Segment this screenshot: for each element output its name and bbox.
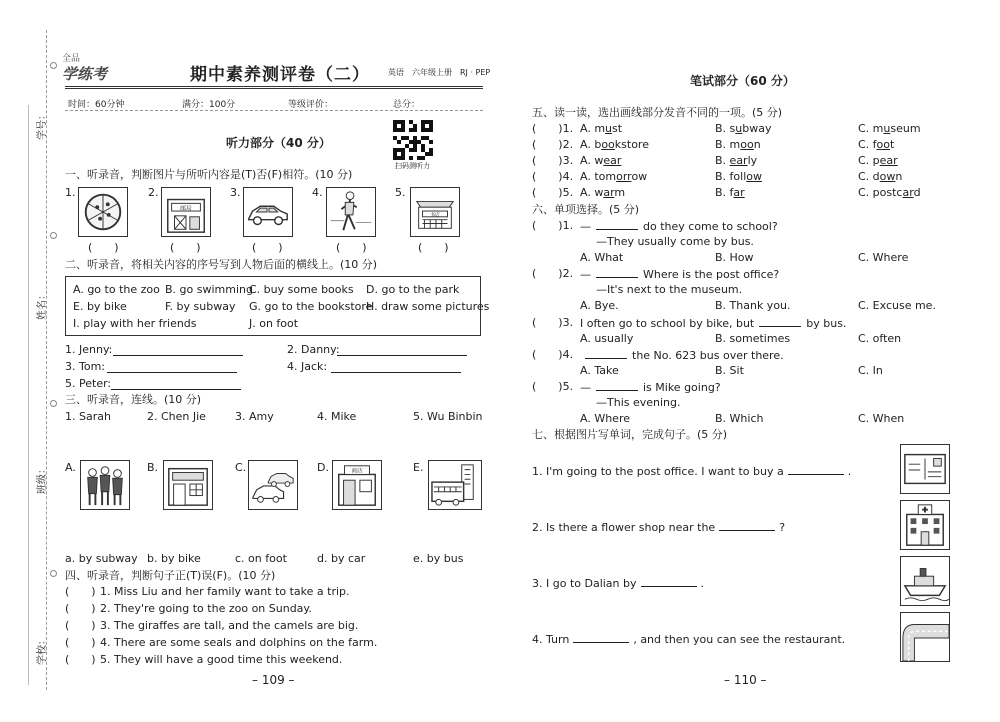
shop-sign-icon[interactable] xyxy=(332,460,382,510)
s5-option-c xyxy=(858,170,902,184)
answer-paren[interactable]: ( )2. xyxy=(532,267,574,280)
s6-question xyxy=(580,267,779,282)
answer-blank[interactable] xyxy=(585,348,627,359)
s3-name[interactable]: 3. Amy xyxy=(235,410,274,423)
s6-question-text: — xyxy=(580,220,591,233)
answer-paren[interactable]: ( )5. xyxy=(532,380,574,393)
s6-question-text: Where is the post office? xyxy=(643,268,780,281)
svg-text:书店: 书店 xyxy=(430,212,440,218)
s7-sentence xyxy=(532,464,851,479)
brand-logo: 全品 学练考 xyxy=(62,54,108,83)
section-6-title: 六、单项选择。(5 分) xyxy=(532,203,640,216)
answer-blank[interactable] xyxy=(788,464,844,475)
option-d: D. go to the park xyxy=(366,283,460,296)
s1-item-number: 3. xyxy=(230,186,241,199)
section-7-title: 七、根据图片写单词，完成句子。(5 分) xyxy=(532,428,728,441)
answer-paren[interactable]: ( )1. xyxy=(532,219,574,232)
option-b: B. go swimming xyxy=(165,283,253,296)
person-label: 4. Jack: xyxy=(287,360,328,373)
s3-letter: D. xyxy=(317,461,329,474)
margin-label-student-id: 学号： xyxy=(37,110,48,140)
shop-sign-text: 商店 xyxy=(351,468,363,475)
s5-option-text: kstore xyxy=(614,138,649,151)
s5-underlined-letters: oo xyxy=(601,138,615,151)
answer-line[interactable] xyxy=(111,389,241,390)
s5-option-text: st xyxy=(612,122,623,135)
answer-blank[interactable] xyxy=(641,576,697,587)
s5-option-text: m xyxy=(614,186,626,199)
s5-underlined-letters: ear xyxy=(603,154,622,167)
s5-option-text: C. d xyxy=(858,170,880,183)
answer-paren[interactable]: ( )2. xyxy=(532,138,574,151)
s5-option-text: n xyxy=(895,170,903,183)
s5-option-text: bway xyxy=(742,122,772,135)
s6-option[interactable]: C. Where xyxy=(858,251,909,264)
answer-paren[interactable]: ( )4. xyxy=(532,170,574,183)
s5-option-text: B. m xyxy=(715,138,741,151)
person-label: 3. Tom: xyxy=(65,360,105,373)
s7-sentence xyxy=(532,632,845,647)
answer-paren[interactable]: ( )3. xyxy=(532,316,574,329)
section-1-title: 一、听录音，判断图片与所听内容是(T)否(F)相符。(10 分) xyxy=(65,168,353,181)
s7-sentence xyxy=(532,576,704,591)
s7-sentence-text: . xyxy=(847,465,852,478)
page-110 xyxy=(500,0,1000,722)
s3-name[interactable]: 4. Mike xyxy=(317,410,357,423)
answer-line[interactable] xyxy=(337,355,467,356)
answer-blank[interactable] xyxy=(573,632,629,643)
option-e: E. by bike xyxy=(73,300,127,313)
answer-line[interactable] xyxy=(107,372,237,373)
option-i: I. play with her friends xyxy=(73,317,197,330)
s5-option-text: B. s xyxy=(715,122,736,135)
s6-option[interactable]: B. Which xyxy=(715,412,764,425)
full-score-info: 满分：100分 xyxy=(182,100,236,110)
s5-underlined-letters: oo xyxy=(740,138,754,151)
s5-underlined-letters: u xyxy=(883,122,891,135)
time-info: 时间：60分钟 xyxy=(68,100,125,110)
s5-option-text: B. f xyxy=(715,186,734,199)
s6-option[interactable]: A. usually xyxy=(580,332,634,345)
margin-label-school: 学校： xyxy=(37,635,48,665)
cars-icon[interactable] xyxy=(248,460,298,510)
listening-header: 听力部分（40 分） xyxy=(226,136,331,150)
s6-question xyxy=(580,380,721,395)
s6-option[interactable]: B. Sit xyxy=(715,364,744,377)
answer-paren[interactable]: ( )4. xyxy=(532,348,574,361)
s6-option[interactable]: C. Excuse me. xyxy=(858,299,936,312)
s3-name[interactable]: 2. Chen Jie xyxy=(147,410,206,423)
person-label: 5. Peter: xyxy=(65,377,112,390)
s6-option[interactable]: A. Bye. xyxy=(580,299,619,312)
page-number: – 109 – xyxy=(252,673,295,687)
s6-question-text: the No. 623 bus over there. xyxy=(632,349,784,362)
s5-underlined-letters: ear xyxy=(729,154,748,167)
s6-question-text: by bus. xyxy=(806,317,847,330)
s5-option-c xyxy=(858,138,894,152)
s5-option-b xyxy=(715,186,745,200)
margin-label-name: 姓名： xyxy=(37,290,48,320)
s5-option-text: ow xyxy=(631,170,648,183)
s6-question xyxy=(580,316,846,331)
answer-paren[interactable]: ( ) xyxy=(336,241,367,254)
s3-way[interactable]: a. by subway xyxy=(65,552,138,565)
s5-option-a xyxy=(580,122,622,136)
s5-underlined-letters: ow xyxy=(746,170,762,183)
qr-caption: 扫码测听力 xyxy=(395,162,430,170)
s1-item-number: 4. xyxy=(312,186,323,199)
section-4-title: 四、听录音，判断句子正(T)误(F)。(10 分) xyxy=(65,569,276,582)
s6-response: —It's next to the museum. xyxy=(596,283,743,296)
s5-option-text: C. f xyxy=(858,138,877,151)
answer-blank[interactable] xyxy=(596,219,638,230)
s1-item-number: 2. xyxy=(148,186,159,199)
binding-hole xyxy=(50,570,57,577)
s7-sentence-text: 2. Is there a flower shop near the xyxy=(532,521,716,534)
s5-option-text: C. m xyxy=(858,122,884,135)
option-h: H. draw some pictures xyxy=(366,300,490,313)
s5-option-a xyxy=(580,186,625,200)
s6-option[interactable]: C. When xyxy=(858,412,905,425)
hospital-icon xyxy=(900,500,950,550)
svg-text:邮局: 邮局 xyxy=(180,206,192,213)
woman-walking-icon xyxy=(326,187,376,237)
answer-paren[interactable]: ( ) xyxy=(65,619,96,632)
answer-paren[interactable]: ( ) xyxy=(88,241,119,254)
s5-option-text: C. p xyxy=(858,154,880,167)
option-a: A. go to the zoo xyxy=(73,283,160,296)
answer-paren[interactable]: ( ) xyxy=(252,241,283,254)
option-j: J. on foot xyxy=(249,317,299,330)
s5-option-text: A. tom xyxy=(580,170,617,183)
binding-hole xyxy=(50,400,57,407)
answer-blank[interactable] xyxy=(596,267,638,278)
answer-blank[interactable] xyxy=(759,316,801,327)
s5-option-text: A. w xyxy=(580,154,604,167)
option-f: F. by subway xyxy=(165,300,236,313)
page-title: 期中素养测评卷（二） xyxy=(190,65,370,85)
s6-option[interactable]: C. In xyxy=(858,364,883,377)
s5-underlined-letters: oo xyxy=(876,138,891,151)
s5-option-b xyxy=(715,154,757,168)
info-divider xyxy=(65,110,483,111)
qr-code-icon[interactable] xyxy=(393,120,433,160)
section-2-title: 二、听录音，将相关内容的序号写到人物后面的横线上。(10 分) xyxy=(65,258,378,271)
s3-way[interactable]: d. by car xyxy=(317,552,366,565)
total-info: 总分： xyxy=(393,100,421,110)
answer-paren[interactable]: ( )5. xyxy=(532,186,574,199)
s3-name[interactable]: 1. Sarah xyxy=(65,410,111,423)
title-rule xyxy=(65,88,483,89)
margin-label-class: 班级： xyxy=(37,464,48,494)
s3-way[interactable]: b. by bike xyxy=(147,552,201,565)
s5-underlined-letters: u xyxy=(735,122,743,135)
binding-hole xyxy=(50,232,57,239)
answer-paren[interactable]: ( ) xyxy=(65,585,96,598)
answer-blank[interactable] xyxy=(596,380,638,391)
s5-option-a xyxy=(580,154,621,168)
s6-question xyxy=(580,348,784,363)
s5-option-c xyxy=(858,122,921,136)
person-label: 2. Danny: xyxy=(287,343,340,356)
s6-question-text: — xyxy=(580,381,591,394)
answer-paren[interactable]: ( ) xyxy=(170,241,201,254)
s4-item: 2. They're going to the zoo on Sunday. xyxy=(100,602,312,615)
s3-letter: A. xyxy=(65,461,76,474)
ship-icon xyxy=(900,556,950,606)
answer-paren[interactable]: ( ) xyxy=(65,653,96,666)
answer-paren[interactable]: ( ) xyxy=(65,602,96,615)
bus-station-icon[interactable] xyxy=(428,460,482,510)
s7-sentence-text: 4. Turn xyxy=(532,633,570,646)
s5-option-c xyxy=(858,186,921,200)
s5-option-text: C. postc xyxy=(858,186,903,199)
s7-sentence xyxy=(532,520,785,535)
answer-paren[interactable]: ( )1. xyxy=(532,122,574,135)
subject-label: 英语 六年级上册 RJ · PEP xyxy=(388,68,491,77)
binding-rule xyxy=(28,105,29,685)
s5-option-text: ly xyxy=(747,154,758,167)
s5-option-text: seum xyxy=(890,122,921,135)
s6-option[interactable]: B. Thank you. xyxy=(715,299,791,312)
answer-paren[interactable]: ( )3. xyxy=(532,154,574,167)
s6-question-text: do they come to school? xyxy=(643,220,778,233)
s4-item: 1. Miss Liu and her family want to take a trip. xyxy=(100,585,350,598)
s7-sentence-text: 1. I'm going to the post office. I want to buy a xyxy=(532,465,784,478)
s5-option-text: A. w xyxy=(580,186,604,199)
bookshop-icon xyxy=(410,187,460,237)
store-icon[interactable] xyxy=(163,460,213,510)
person-label: 1. Jenny: xyxy=(65,343,113,356)
s5-underlined-letters: ow xyxy=(879,170,896,183)
s5-option-b xyxy=(715,170,762,184)
s5-option-b xyxy=(715,122,772,136)
s3-name[interactable]: 5. Wu Binbin xyxy=(413,410,483,423)
s4-item: 5. They will have a good time this weekend. xyxy=(100,653,343,666)
s5-underlined-letters: ar xyxy=(902,186,914,199)
page-number: – 110 – xyxy=(724,673,767,687)
s6-question-text: is Mike going? xyxy=(643,381,721,394)
s3-way[interactable]: c. on foot xyxy=(235,552,287,565)
s5-option-c xyxy=(858,154,898,168)
s6-question-text: I often go to school by bike, but xyxy=(580,317,755,330)
s5-option-b xyxy=(715,138,761,152)
s5-option-a xyxy=(580,170,647,184)
pizza-icon xyxy=(78,187,128,237)
answer-paren[interactable]: ( ) xyxy=(418,241,449,254)
grade-info: 等级评价： xyxy=(288,100,334,110)
answer-paren[interactable]: ( ) xyxy=(65,636,96,649)
s6-option[interactable]: B. sometimes xyxy=(715,332,791,345)
s5-option-text: B. foll xyxy=(715,170,747,183)
s3-letter: C. xyxy=(235,461,247,474)
answer-line[interactable] xyxy=(331,372,461,373)
s6-question-text: — xyxy=(580,268,591,281)
option-g: G. go to the bookstore xyxy=(249,300,373,313)
s7-sentence-text: ? xyxy=(779,521,786,534)
s5-underlined-letters: ar xyxy=(733,186,745,199)
car-icon xyxy=(243,187,293,237)
writing-header: 笔试部分（60 分） xyxy=(690,74,795,88)
s3-letter: E. xyxy=(413,461,424,474)
s5-underlined-letters: u xyxy=(605,122,613,135)
s4-item: 3. The giraffes are tall, and the camels are big. xyxy=(100,619,359,632)
s3-letter: B. xyxy=(147,461,159,474)
s7-sentence-text: 3. I go to Dalian by xyxy=(532,577,637,590)
s5-option-text: t xyxy=(890,138,895,151)
s6-question xyxy=(580,219,778,234)
s6-option[interactable]: A. Where xyxy=(580,412,630,425)
s6-option[interactable]: A. What xyxy=(580,251,624,264)
s6-response: —This evening. xyxy=(596,396,681,409)
s5-option-text: B. xyxy=(715,154,730,167)
s5-underlined-letters: ar xyxy=(603,186,615,199)
s6-option[interactable]: C. often xyxy=(858,332,902,345)
s1-item-number: 5. xyxy=(395,186,406,199)
section-5-title: 五、读一读，选出画线部分发音不同的一项。(5 分) xyxy=(532,106,783,119)
s7-sentence-text: , and then you can see the restaurant. xyxy=(633,633,846,646)
road-turn-icon xyxy=(900,612,950,662)
binding-hole xyxy=(50,62,57,69)
answer-line[interactable] xyxy=(113,355,243,356)
s7-sentence-text: . xyxy=(700,577,705,590)
section-3-title: 三、听录音，连线。(10 分) xyxy=(65,393,202,406)
option-c: C. buy some books xyxy=(249,283,354,296)
s5-option-a xyxy=(580,138,649,152)
title-rule xyxy=(65,86,483,87)
s5-option-text: A. m xyxy=(580,122,606,135)
s5-underlined-letters: ear xyxy=(879,154,898,167)
s5-option-text: A. b xyxy=(580,138,602,151)
s6-option[interactable]: A. Take xyxy=(580,364,619,377)
postcard-icon xyxy=(900,444,950,494)
s4-item: 4. There are some seals and dolphins on the farm. xyxy=(100,636,378,649)
s3-way[interactable]: e. by bus xyxy=(413,552,464,565)
s6-response: —They usually come by bus. xyxy=(596,235,754,248)
s5-underlined-letters: orr xyxy=(616,170,632,183)
s6-option[interactable]: B. How xyxy=(715,251,754,264)
post-office-icon xyxy=(161,187,211,237)
s5-option-text: n xyxy=(753,138,761,151)
s1-item-number: 1. xyxy=(65,186,76,199)
people-group-icon[interactable] xyxy=(80,460,130,510)
s5-option-text: d xyxy=(913,186,921,199)
answer-blank[interactable] xyxy=(719,520,775,531)
